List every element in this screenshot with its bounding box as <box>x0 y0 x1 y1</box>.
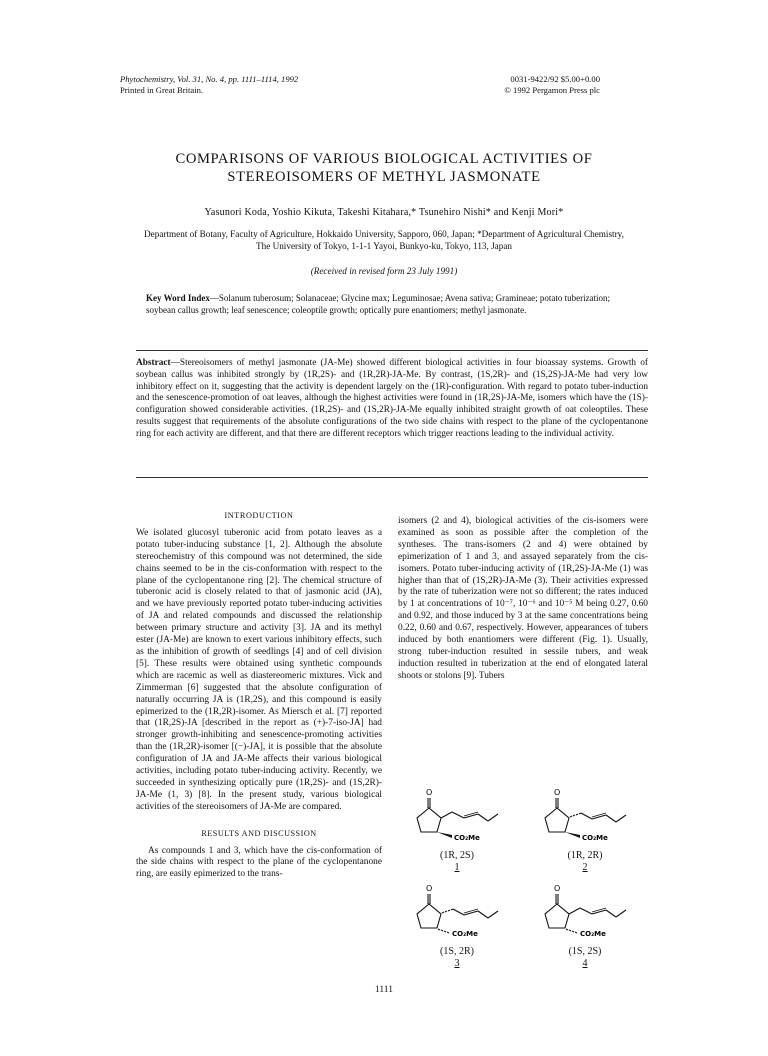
structure-3-drawing <box>398 882 516 946</box>
config-label: (1S, 2R) <box>440 946 474 957</box>
price-code: 0031-9422/92 $5.00+0.00 <box>510 74 600 84</box>
journal-header <box>120 74 298 96</box>
abstract-bottom-rule <box>136 477 648 478</box>
keyword-text: —Solanum tuberosum; Solanaceae; Glycine max; Leguminosae; Avena sativa; Gramineae; potato tuberization; soybean callus growth; leaf senescence; coleoptile growth; optically pure enantiomers; methyl jasmonate. <box>146 293 611 315</box>
page-number: 1111 <box>375 985 393 995</box>
publisher-header <box>504 74 600 96</box>
title-line-2: STEREOISOMERS OF METHYL JASMONATE <box>227 169 541 185</box>
author-list: Yasunori Koda, Yoshio Kikuta, Takeshi Kitahara,* Tsunehiro Nishi* and Kenji Mori* <box>204 207 564 218</box>
structure-2 <box>526 786 644 873</box>
paper-title <box>110 150 658 186</box>
structure-3 <box>398 882 516 969</box>
ester-label: CO₂Me <box>452 930 478 938</box>
ketone-oxygen-label: O <box>426 884 433 893</box>
config-label: (1R, 2S) <box>440 850 474 861</box>
right-column <box>398 516 648 683</box>
introduction-paragraph: We isolated glucosyl tuberonic acid from potato leaves as a potato tuber-inducing substance [1, 2]. Although the absolute stereochemistry of this compound was not determined, the side chains seemed to be in the cis-conformation with respect to the plane of the cyclopentanone ring [2]. The chemical structure of tuberonic acid is closely related to that of jasmonic acid (JA), and we have previously reported potato tuber-inducing activities of JA and related compounds and discussed the relationship between primary structure and activity [3]. JA and its methyl ester (JA-Me) are known to exert various inhibitory effects, such as the inhibition of growth of seedlings [4] and of cell division [5]. These results were obtained using synthetic compounds which are racemic as well as diastereomeric mixtures. Vick and Zimmerman [6] suggested that the absolute configuration of naturally occurring JA is (1R,2S), and this compound is easily epimerized to the (1R,2R)-isomer. As Miersch et al. [7] reported that (1R,2S)-JA [described in the report as (+)-7-iso-JA] had stronger growth-inhibiting and senescence-promoting activities than the (1R,2R)-isomer [(−)-JA], it is possible that the absolute configuration of JA and JA-Me affects their various biological activities, including potato tuber-inducing activity. Recently, we succeeded in synthesizing optically pure (1R,2S)- and (1S,2R)-JA-Me (1, 3) [8]. In the present study, various biological activities of the stereoisomers of JA-Me are compared. <box>136 527 382 812</box>
keyword-index <box>146 293 632 316</box>
copyright: © 1992 Pergamon Press plc <box>504 85 600 95</box>
ester-label: CO₂Me <box>454 834 480 842</box>
left-column <box>136 510 382 881</box>
compound-number: 3 <box>454 958 460 969</box>
compound-number: 2 <box>582 862 588 873</box>
affiliation-line-2: The University of Tokyo, 1-1-1 Yayoi, Bunkyo-ku, Tokyo, 113, Japan <box>255 241 513 251</box>
abstract-label: Abstract <box>136 358 171 368</box>
affiliations <box>130 228 638 252</box>
structure-2-drawing <box>526 786 644 850</box>
keyword-label: Key Word Index <box>146 293 210 303</box>
structure-4-drawing <box>526 882 644 946</box>
config-label: (1S, 2S) <box>568 946 602 957</box>
abstract-top-rule <box>136 350 648 351</box>
affiliation-line-1: Department of Botany, Faculty of Agriculture, Hokkaido University, Sapporo, 060, Japan; *Department of Agricultural Chemistry, <box>144 229 624 239</box>
ester-label: CO₂Me <box>580 930 606 938</box>
compound-number: 4 <box>582 958 588 969</box>
structure-4 <box>526 882 644 969</box>
results-heading: RESULTS AND DISCUSSION <box>201 828 317 838</box>
stereoisomer-structures <box>398 786 648 976</box>
ester-label: CO₂Me <box>582 834 608 842</box>
journal-citation: Phytochemistry, Vol. 31, No. 4, pp. 1111–1114, 1992 <box>120 74 299 84</box>
structure-1 <box>398 786 516 873</box>
received-date: (Received in revised form 23 July 1991) <box>310 266 458 276</box>
ketone-oxygen-label: O <box>426 788 433 797</box>
compound-number: 1 <box>454 862 460 873</box>
config-label: (1R, 2R) <box>567 850 603 861</box>
right-column-paragraph: isomers (2 and 4), biological activities of the cis-isomers were examined as soon as possible after the completion of the syntheses. The trans-isomers (2 and 4) were obtained by epimerization of 1 and 3, and assayed separately from the cis-isomers. Potato tuber-inducing activity of (1R,2S)-JA-Me (1) was higher than that of (1S,2R)-JA-Me (3). Their activities expressed by the rate of tuberization were not so different; the rates induced by 1 at concentrations of 10⁻⁷, 10⁻⁶ and 10⁻⁵ M being 0.27, 0.60 and 0.92, and those induced by 3 at the same concentrations being 0.22, 0.60 and 0.67, respectively. However, appearances of tubers induced by both enantiomers were different (Fig. 1). Usually, strong tuber-induction resulted in sessile tubers, and weak induction resulted in tuberization at the end of elongated lateral shoots or stolons [9]. Tubers <box>398 516 648 681</box>
ketone-oxygen-label: O <box>554 884 561 893</box>
title-line-1: COMPARISONS OF VARIOUS BIOLOGICAL ACTIVITIES OF <box>175 151 593 167</box>
structure-1-drawing <box>398 786 516 850</box>
results-paragraph: As compounds 1 and 3, which have the cis-conformation of the side chains with respect to the plane of the cyclopentanone ring, are easily epimerized to the trans- <box>136 845 382 880</box>
printed-in: Printed in Great Britain. <box>120 85 204 95</box>
introduction-heading: INTRODUCTION <box>224 511 294 520</box>
ketone-oxygen-label: O <box>554 788 561 797</box>
abstract <box>136 358 648 441</box>
abstract-text: —Stereoisomers of methyl jasmonate (JA-Me) showed different biological activities in four bioassay systems. Growth of soybean callus was inhibited strongly by (1R,2S)- and (1R,2R)-JA-Me. By contrast, (1S,2R)- and (1S,2S)-JA-Me had very low inhibitory effect on it, suggesting that the activity is dependent largely on the (1R)-configuration. With regard to potato tuber-induction and the senescence-promotion of oat leaves, although the highest activities were found in (1R,2S)-JA-Me, isomers which have the (1S)-configuration showed considerable activities. (1R,2S)- and (1S,2R)-JA-Me equally inhibited straight growth of oat coleoptiles. These results suggest that requirements of the absolute configurations of the two side chains with respect to the plane of the cyclopentanone ring for each activity are different, and that there are different receptors which trigger reactions leading to the individual activity. <box>136 358 648 439</box>
